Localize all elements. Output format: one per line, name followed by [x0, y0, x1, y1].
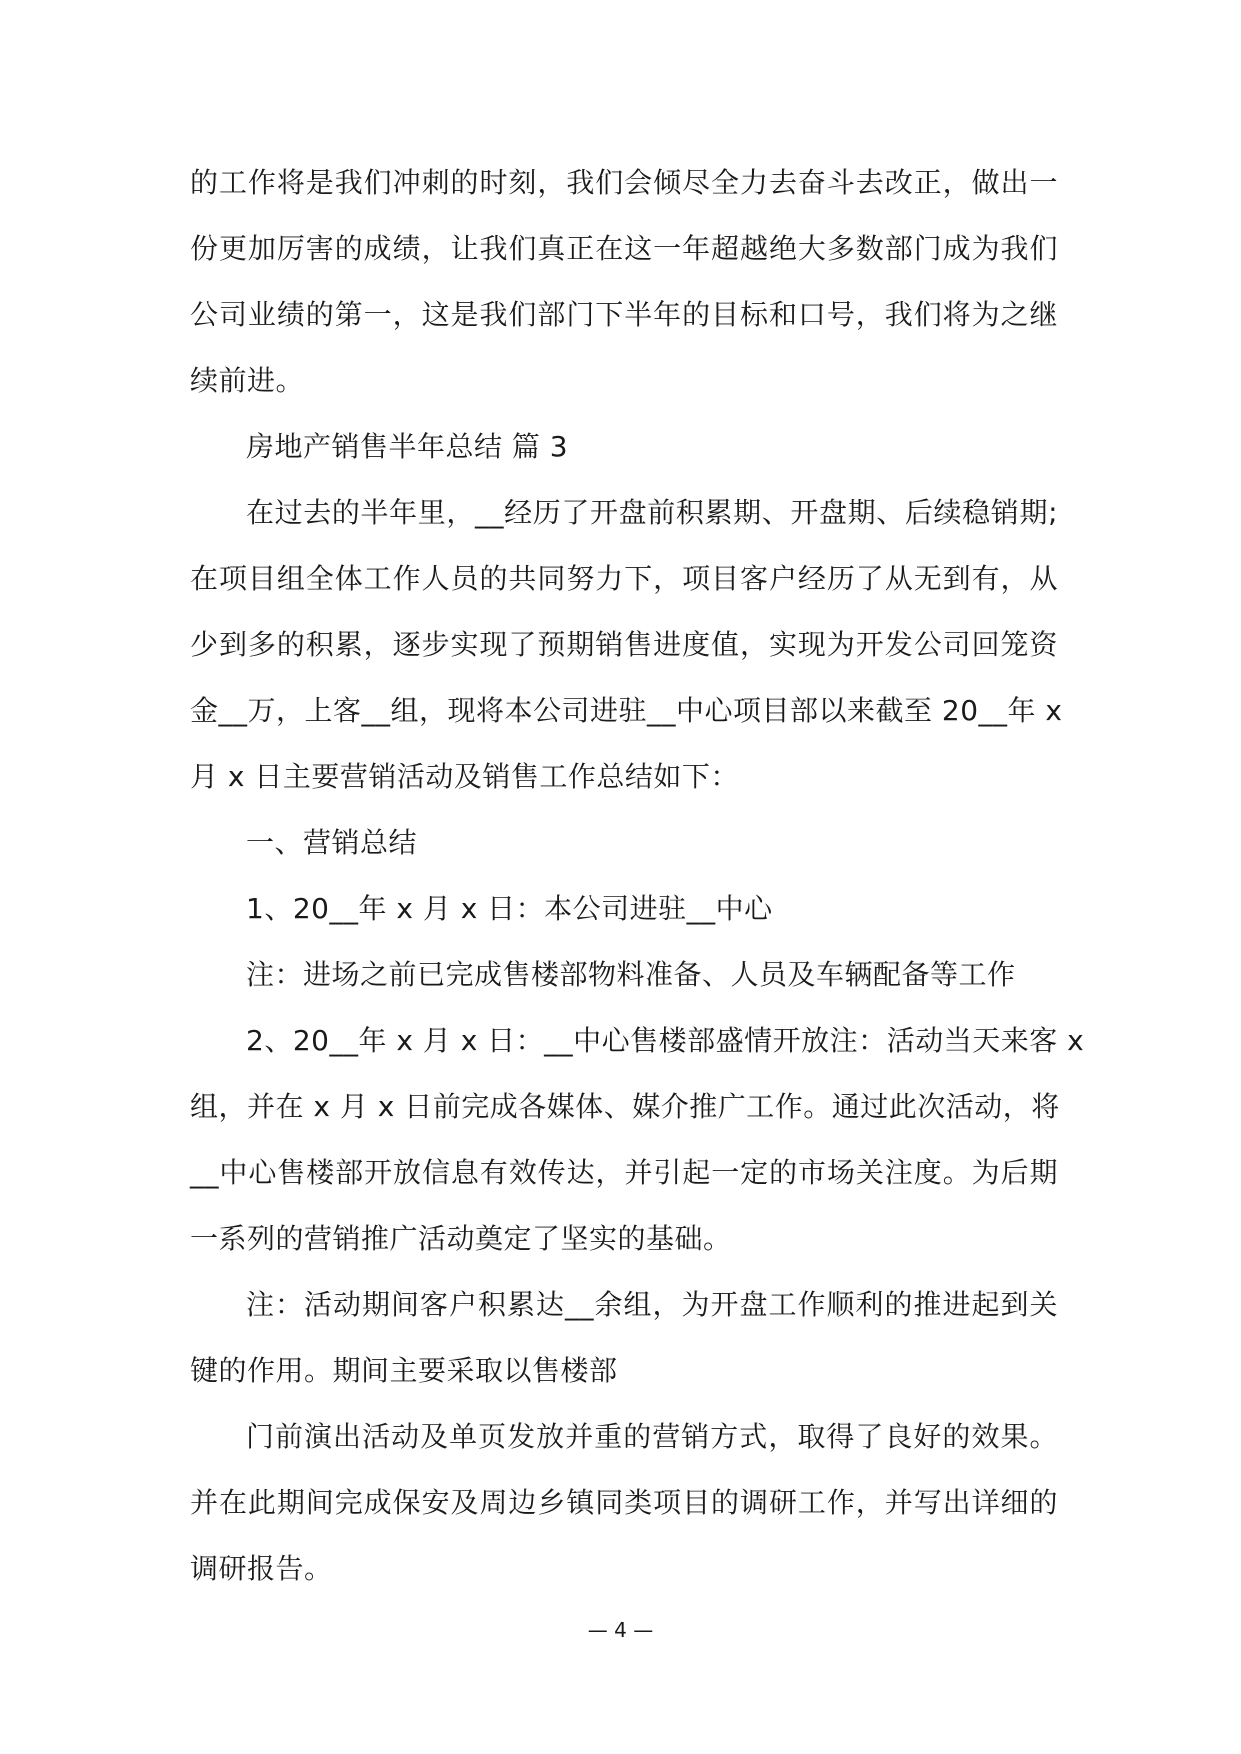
note-line: 注：活动期间客户积累达__余组，为开盘工作顺利的推进起到关: [246, 1288, 1058, 1321]
paragraph-line: 公司业绩的第一，这是我们部门下半年的目标和口号，我们将为之继: [190, 298, 1058, 331]
paragraph-line: 续前进。: [190, 364, 305, 397]
section-heading: 房地产销售半年总结 篇 3: [246, 430, 569, 463]
page-number: — 4 —: [587, 1618, 654, 1642]
paragraph-line: 份更加厉害的成绩，让我们真正在这一年超越绝大多数部门成为我们: [190, 232, 1058, 265]
paragraph-line: 键的作用。期间主要采取以售楼部: [190, 1354, 618, 1387]
paragraph-line: 在项目组全体工作人员的共同努力下，项目客户经历了从无到有，从: [190, 562, 1058, 595]
paragraph-line: 的工作将是我们冲刺的时刻，我们会倾尽全力去奋斗去改正，做出一: [190, 166, 1058, 199]
paragraph-line: 少到多的积累，逐步实现了预期销售进度值，实现为开发公司回笼资: [190, 628, 1058, 661]
paragraph-line: 在过去的半年里，__经历了开盘前积累期、开盘期、后续稳销期;: [246, 496, 1058, 529]
note-line: 注：进场之前已完成售楼部物料准备、人员及车辆配备等工作: [246, 958, 1016, 991]
list-item: 1、20__年 x 月 x 日：本公司进驻__中心: [246, 892, 773, 925]
paragraph-line: 月 x 日主要营销活动及销售工作总结如下：: [190, 760, 739, 793]
paragraph-line: 组，并在 x 月 x 日前完成各媒体、媒介推广工作。通过此次活动，将: [190, 1090, 1060, 1123]
paragraph-line: 门前演出活动及单页发放并重的营销方式，取得了良好的效果。: [246, 1420, 1058, 1453]
subsection-heading: 一、营销总结: [246, 826, 418, 859]
document-body: [190, 150, 1085, 1602]
paragraph-line: 并在此期间完成保安及周边乡镇同类项目的调研工作，并写出详细的: [190, 1486, 1058, 1519]
paragraph-line: 一系列的营销推广活动奠定了坚实的基础。: [190, 1222, 732, 1255]
paragraph-line: 调研报告。: [190, 1552, 333, 1585]
paragraph-line: __中心售楼部开放信息有效传达，并引起一定的市场关注度。为后期: [190, 1156, 1058, 1189]
list-item: 2、20__年 x 月 x 日：__中心售楼部盛情开放注：活动当天来客 x: [246, 1024, 1085, 1057]
paragraph-line: 金__万，上客__组，现将本公司进驻__中心项目部以来截至 20__年 x: [190, 694, 1063, 727]
